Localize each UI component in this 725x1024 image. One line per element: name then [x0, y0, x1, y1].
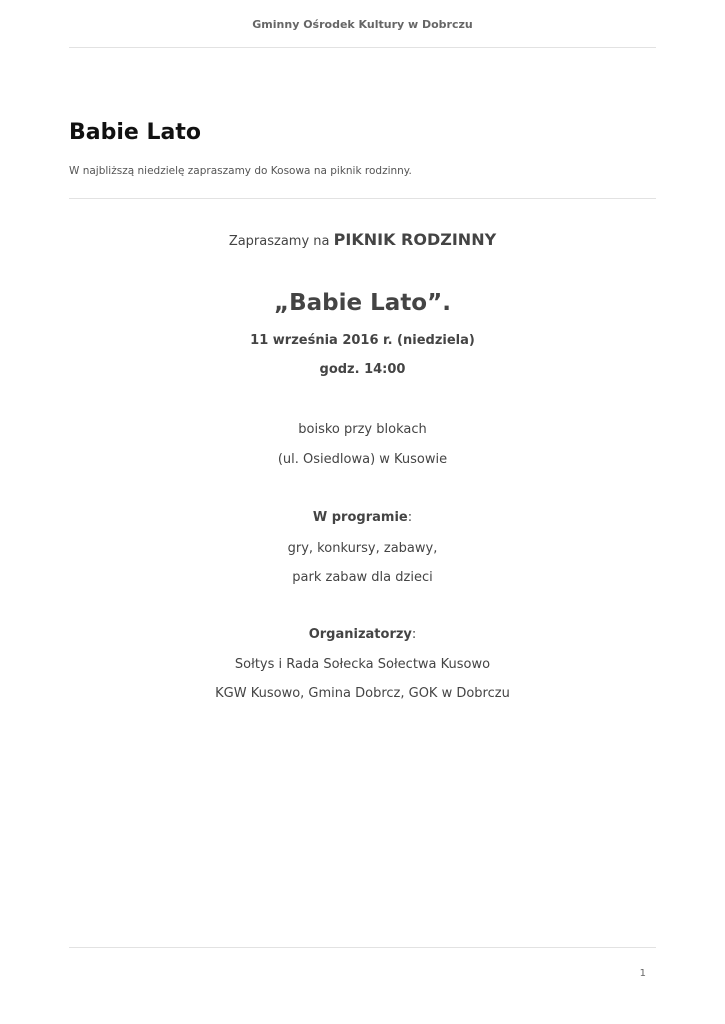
article-title: Babie Lato	[69, 120, 201, 145]
program-heading-line	[0, 510, 725, 525]
organizer-line: Sołtys i Rada Sołecka Sołectwa Kusowo	[234, 657, 491, 672]
program-colon: :	[407, 510, 413, 525]
invite-line	[0, 230, 725, 249]
event-date: 11 września 2016 r. (niedziela)	[250, 333, 475, 348]
organizers-colon: :	[411, 627, 417, 642]
event-time: godz. 14:00	[319, 362, 406, 377]
organizer-line: KGW Kusowo, Gmina Dobrcz, GOK w Dobrczu	[215, 686, 510, 701]
location-line-1: boisko przy blokach	[298, 422, 427, 437]
article-lead: W najbliższą niedzielę zapraszamy do Kosowa na piknik rodzinny.	[69, 165, 412, 177]
footer-divider	[69, 947, 656, 948]
header-divider	[69, 47, 656, 48]
header-org-name: Gminny Ośrodek Kultury w Dobrczu	[252, 18, 473, 31]
program-item: park zabaw dla dzieci	[292, 570, 433, 585]
location-line-2: (ul. Osiedlowa) w Kusowie	[277, 452, 448, 467]
invite-event: PIKNIK RODZINNY	[333, 230, 497, 249]
organizers-heading: Organizatorzy	[308, 627, 412, 642]
event-name-line	[0, 290, 725, 316]
organizers-heading-line	[0, 627, 725, 642]
page-number: 1	[639, 968, 646, 979]
invite-prefix: Zapraszamy na	[228, 234, 330, 249]
event-name: „Babie Lato”.	[274, 290, 451, 316]
lead-divider	[69, 198, 656, 199]
program-heading: W programie	[312, 510, 408, 525]
program-item: gry, konkursy, zabawy,	[287, 541, 438, 556]
